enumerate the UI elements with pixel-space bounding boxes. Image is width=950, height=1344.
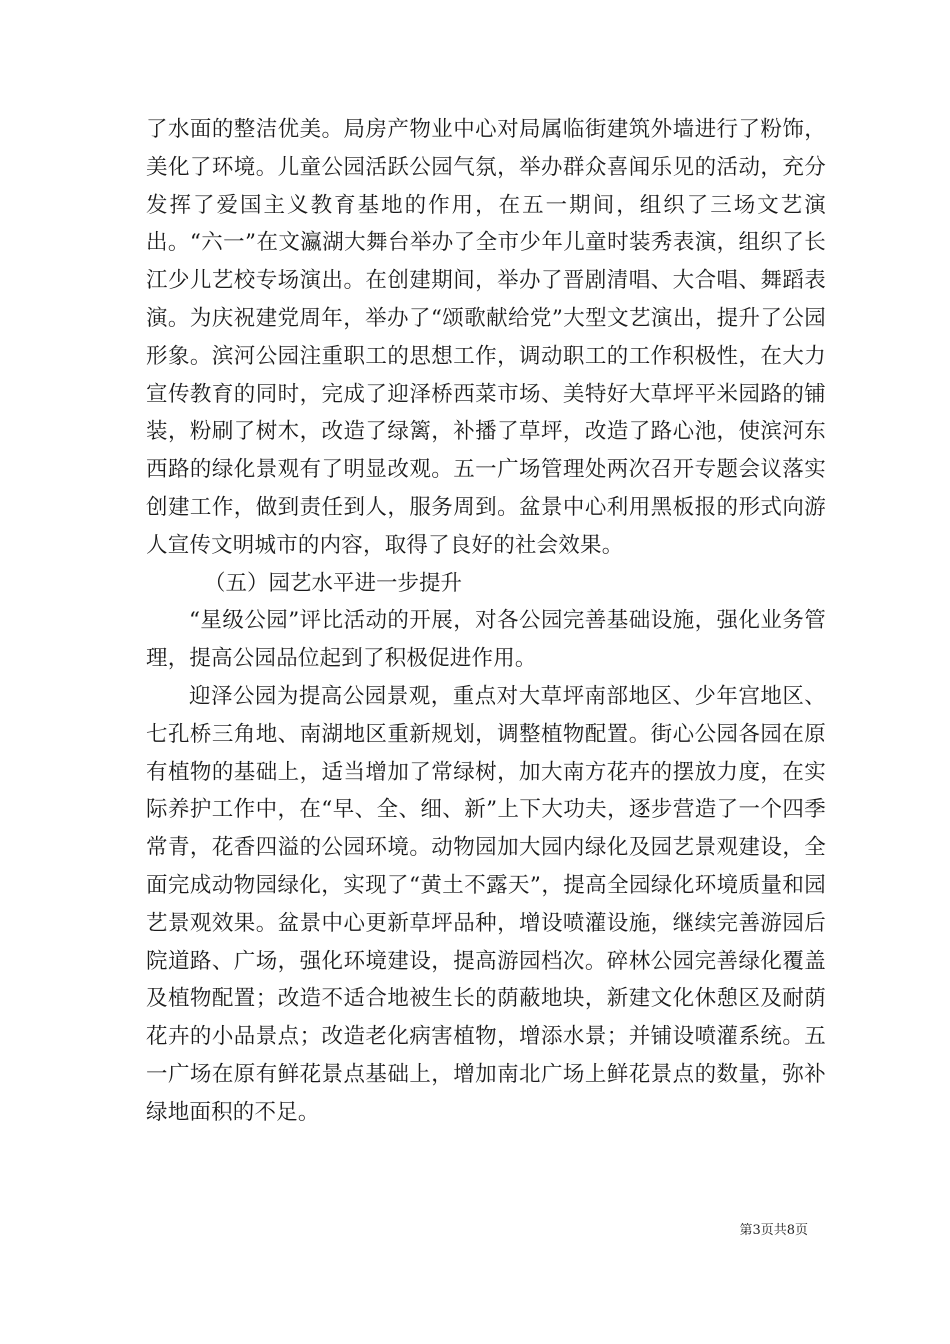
document-body	[146, 111, 826, 1132]
paragraph-continuation: 了水面的整洁优美。局房产物业中心对局属临街建筑外墙进行了粉饰，美化了环境。儿童公园活跃公园气氛，举办群众喜闻乐见的活动，充分发挥了爱国主义教育基地的作用，在五一期间，组织了三场文艺演出。“六一”在文瀛湖大舞台举办了全市少年儿童时装秀表演，组织了长江少儿艺校专场演出。在创建期间，举办了晋剧清唱、大合唱、舞蹈表演。为庆祝建党周年，举办了“颂歌献给党”大型文艺演出，提升了公园形象。滨河公园注重职工的思想工作，调动职工的工作积极性，在大力宣传教育的同时，完成了迎泽桥西菜市场、美特好大草坪平米园路的铺装，粉刷了树木，改造了绿篱，补播了草坪，改造了路心池，使滨河东西路的绿化景观有了明显改观。五一广场管理处两次召开专题会议落实创建工作，做到责任到人，服务周到。盆景中心利用黑板报的形式向游人宣传文明城市的内容，取得了良好的社会效果。	[146, 117, 826, 558]
paragraph-star-park: “星级公园”评比活动的开展，对各公园完善基础设施，强化业务管理，提高公园品位起到了积极促进作用。	[146, 608, 826, 672]
paragraph-park-improvements: 迎泽公园为提高公园景观，重点对大草坪南部地区、少年宫地区、七孔桥三角地、南湖地区重新规划，调整植物配置。街心公园各园在原有植物的基础上，适当增加了常绿树，加大南方花卉的摆放力度，在实际养护工作中，在“早、全、细、新”上下大功夫，逐步营造了一个四季常青，花香四溢的公园环境。动物园加大园内绿化及园艺景观建设，全面完成动物园绿化，实现了“黄土不露天”，提高全园绿化环境质量和园艺景观效果。盆景中心更新草坪品种，增设喷灌设施，继续完善游园后院道路、广场，强化环境建设，提高游园档次。碎林公园完善绿化覆盖及植物配置；改造不适合地被生长的荫蔽地块，新建文化休憩区及耐荫花卉的小品景点；改造老化病害植物，增添水景；并铺设喷灌系统。五一广场在原有鲜花景点基础上，增加南北广场上鲜花景点的数量，弥补绿地面积的不足。	[146, 683, 826, 1125]
page-number: 第3页共8页	[739, 1223, 808, 1238]
page-footer	[0, 1219, 950, 1238]
section-heading: （五）园艺水平进一步提升	[204, 570, 463, 596]
